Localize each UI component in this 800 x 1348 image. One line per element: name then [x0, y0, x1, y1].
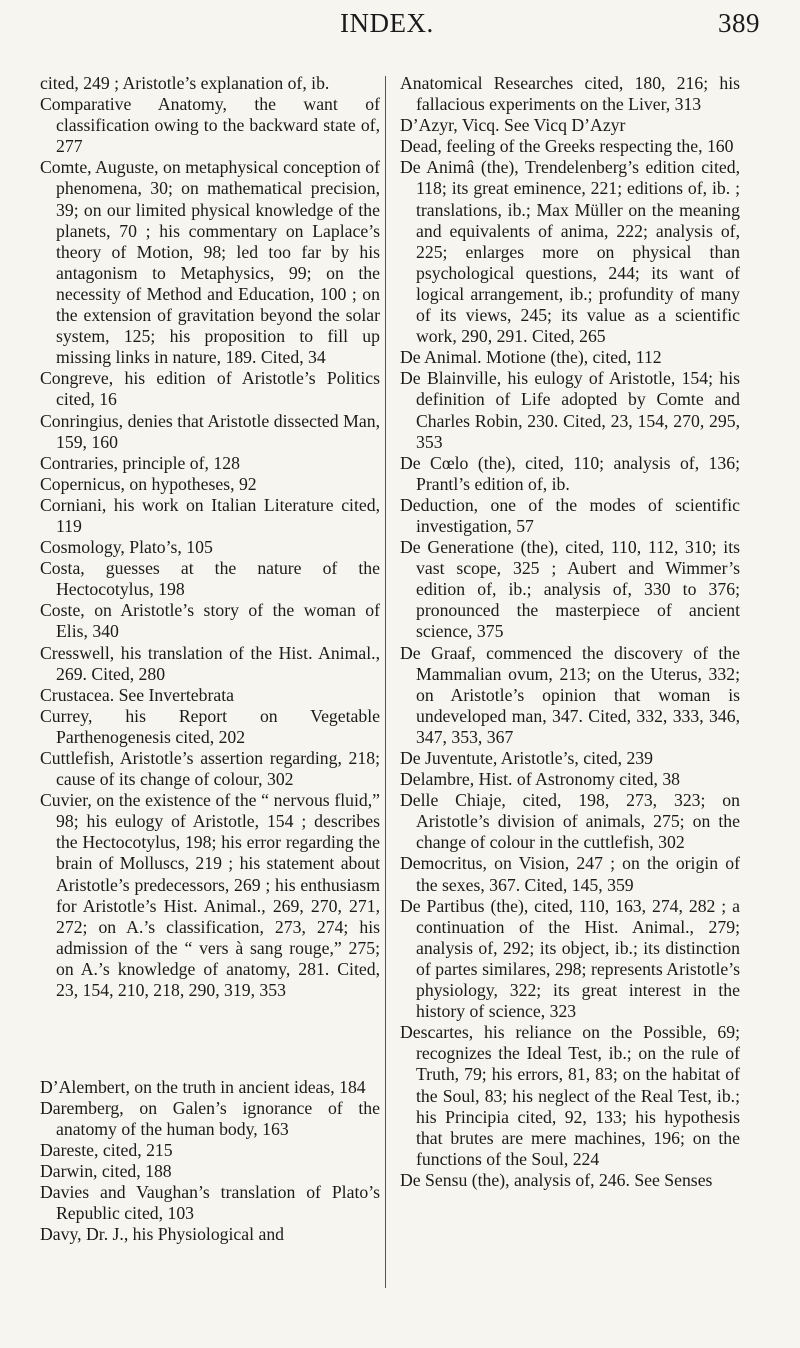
- index-entry: Crustacea. See Invertebrata: [40, 684, 234, 705]
- index-entry: Costa, guesses at the nature of the Hectocotylus, 198: [40, 558, 380, 600]
- index-entry: Comte, Auguste, on metaphysical conception of phenomena, 30; on mathematical precision, 39; on our limited physical knowledge of the planets, 70 ; his commentary on Laplace’s theory of Motion, 98; led too far by his antagonism to Metaphysics, 99; on the necessity of Method and Education, 100 ; on the extension of gravitation beyond the solar system, 125; his proposition to fill up missing links in nature, 189. Cited, 34: [40, 157, 380, 368]
- index-entry: Copernicus, on hypotheses, 92: [40, 473, 257, 494]
- index-entry: Dead, feeling of the Greeks respecting the, 160: [400, 136, 734, 157]
- index-entry: Descartes, his reliance on the Possible, 69; recognizes the Ideal Test, ib.; on the rule of Truth, 79; his errors, 81, 83; on the habitat of the Soul, 83; his neglect of the Real Test, ib.; his Principia cited, 92, 133; his hypothesis that brutes are mere machines, 196; on the functions of the Soul, 224: [400, 1022, 740, 1169]
- index-entry: Cuttlefish, Aristotle’s assertion regarding, 218; cause of its change of colour, 302: [40, 748, 380, 790]
- index-entry: Daremberg, on Galen’s ignorance of the anatomy of the human body, 163: [40, 1097, 380, 1139]
- index-entry: De Juventute, Aristotle’s, cited, 239: [400, 748, 653, 768]
- index-entry: De Partibus (the), cited, 110, 163, 274, 282 ; a continuation of the Hist. Animal., 279; analysis of, 292; its object, ib.; its distinction of partes similares, 298; represents Aristotle’s physiology, 322; its great interest in the history of science, 323: [400, 895, 740, 1022]
- section-gap: [40, 1019, 380, 1059]
- index-entry: De Sensu (the), analysis of, 246. See Senses: [400, 1169, 713, 1190]
- index-entry: De Graaf, commenced the discovery of the Mammalian ovum, 213; on the Uterus, 332; on Aristotle’s opinion that woman is undeveloped man, 347. Cited, 332, 333, 346, 347, 353, 367: [400, 642, 740, 747]
- index-entry: Dareste, cited, 215: [40, 1139, 173, 1160]
- index-entry: Coste, on Aristotle’s story of the woman of Elis, 340: [40, 600, 380, 642]
- index-entry: Congreve, his edition of Aristotle’s Politics cited, 16: [40, 368, 380, 410]
- index-entry: Cosmology, Plato’s, 105: [40, 537, 213, 558]
- index-entry: cited, 249 ; Aristotle’s explanation of, ib.: [40, 73, 330, 93]
- running-header: [0, 8, 760, 48]
- index-entry: De Animâ (the), Trendelenberg’s edition cited, 118; its great eminence, 221; editions of, ib. ; translations, ib.; Max Müller on the meaning and equivalents of anima, 222; analysis of, 225; enlarges more on physical than psychological questions, 244; its want of logical arrangement, ib.; profundity of many of its views, 245; its value as a scientific work, 290, 291. Cited, 265: [400, 157, 740, 347]
- index-entry: Democritus, on Vision, 247 ; on the origin of the sexes, 367. Cited, 145, 359: [400, 853, 740, 895]
- index-column-left: [40, 73, 380, 1245]
- index-entry: Currey, his Report on Vegetable Parthenogenesis cited, 202: [40, 705, 380, 747]
- index-entry: Anatomical Researches cited, 180, 216; his fallacious experiments on the Liver, 313: [400, 73, 740, 115]
- index-entry: D’Azyr, Vicq. See Vicq D’Azyr: [400, 115, 626, 136]
- index-column-right: [400, 73, 740, 1191]
- index-entry: De Generatione (the), cited, 110, 112, 310; its vast scope, 325 ; Aubert and Wimmer’s edition of, ib.; analysis of, 330 to 376; pronounced the masterpiece of ancient science, 375: [400, 537, 740, 642]
- index-entry: De Cœlo (the), cited, 110; analysis of, 136; Prantl’s edition of, ib.: [400, 452, 740, 494]
- index-entry: Corniani, his work on Italian Literature cited, 119: [40, 494, 380, 536]
- index-entry: De Blainville, his eulogy of Aristotle, 154; his definition of Life adopted by Comte and Charles Robin, 230. Cited, 23, 154, 270, 295, 353: [400, 368, 740, 452]
- index-entry: Cresswell, his translation of the Hist. Animal., 269. Cited, 280: [40, 642, 380, 684]
- index-entry: De Animal. Motione (the), cited, 112: [400, 347, 662, 368]
- index-entry: Delle Chiaje, cited, 198, 273, 323; on Aristotle’s division of animals, 275; on the change of colour in the cuttlefish, 302: [400, 790, 740, 853]
- index-entry: Conringius, denies that Aristotle dissected Man, 159, 160: [40, 410, 380, 452]
- index-entry: Cuvier, on the existence of the “ nervous fluid,” 98; his eulogy of Aristotle, 154 ; describes the Hectocotylus, 198; his error regarding the brain of Molluscs, 219 ; his statement about Aristotle’s predecessors, 269 ; his enthusiasm for Aristotle’s Hist. Animal., 269, 270, 271, 272; on A.’s classification, 273, 274; his admission of the “ vers à sang rouge,” 275; on A.’s knowledge of anatomy, 281. Cited, 23, 154, 210, 218, 290, 319, 353: [40, 790, 380, 1001]
- page-title: INDEX.: [340, 8, 434, 38]
- index-entry: D’Alembert, on the truth in ancient ideas, 184: [40, 1076, 366, 1097]
- index-entry: Deduction, one of the modes of scientific investigation, 57: [400, 494, 740, 536]
- index-entry: Darwin, cited, 188: [40, 1160, 172, 1181]
- index-entry: Davies and Vaughan’s translation of Plato’s Republic cited, 103: [40, 1181, 380, 1224]
- index-entry: Davy, Dr. J., his Physiological and: [40, 1224, 285, 1245]
- index-entry: Comparative Anatomy, the want of classification owing to the backward state of, 277: [40, 94, 380, 157]
- index-entry: Delambre, Hist. of Astronomy cited, 38: [400, 769, 681, 790]
- page-number: 389: [718, 8, 760, 38]
- index-entry: Contraries, principle of, 128: [40, 452, 240, 473]
- column-divider: [385, 76, 386, 1288]
